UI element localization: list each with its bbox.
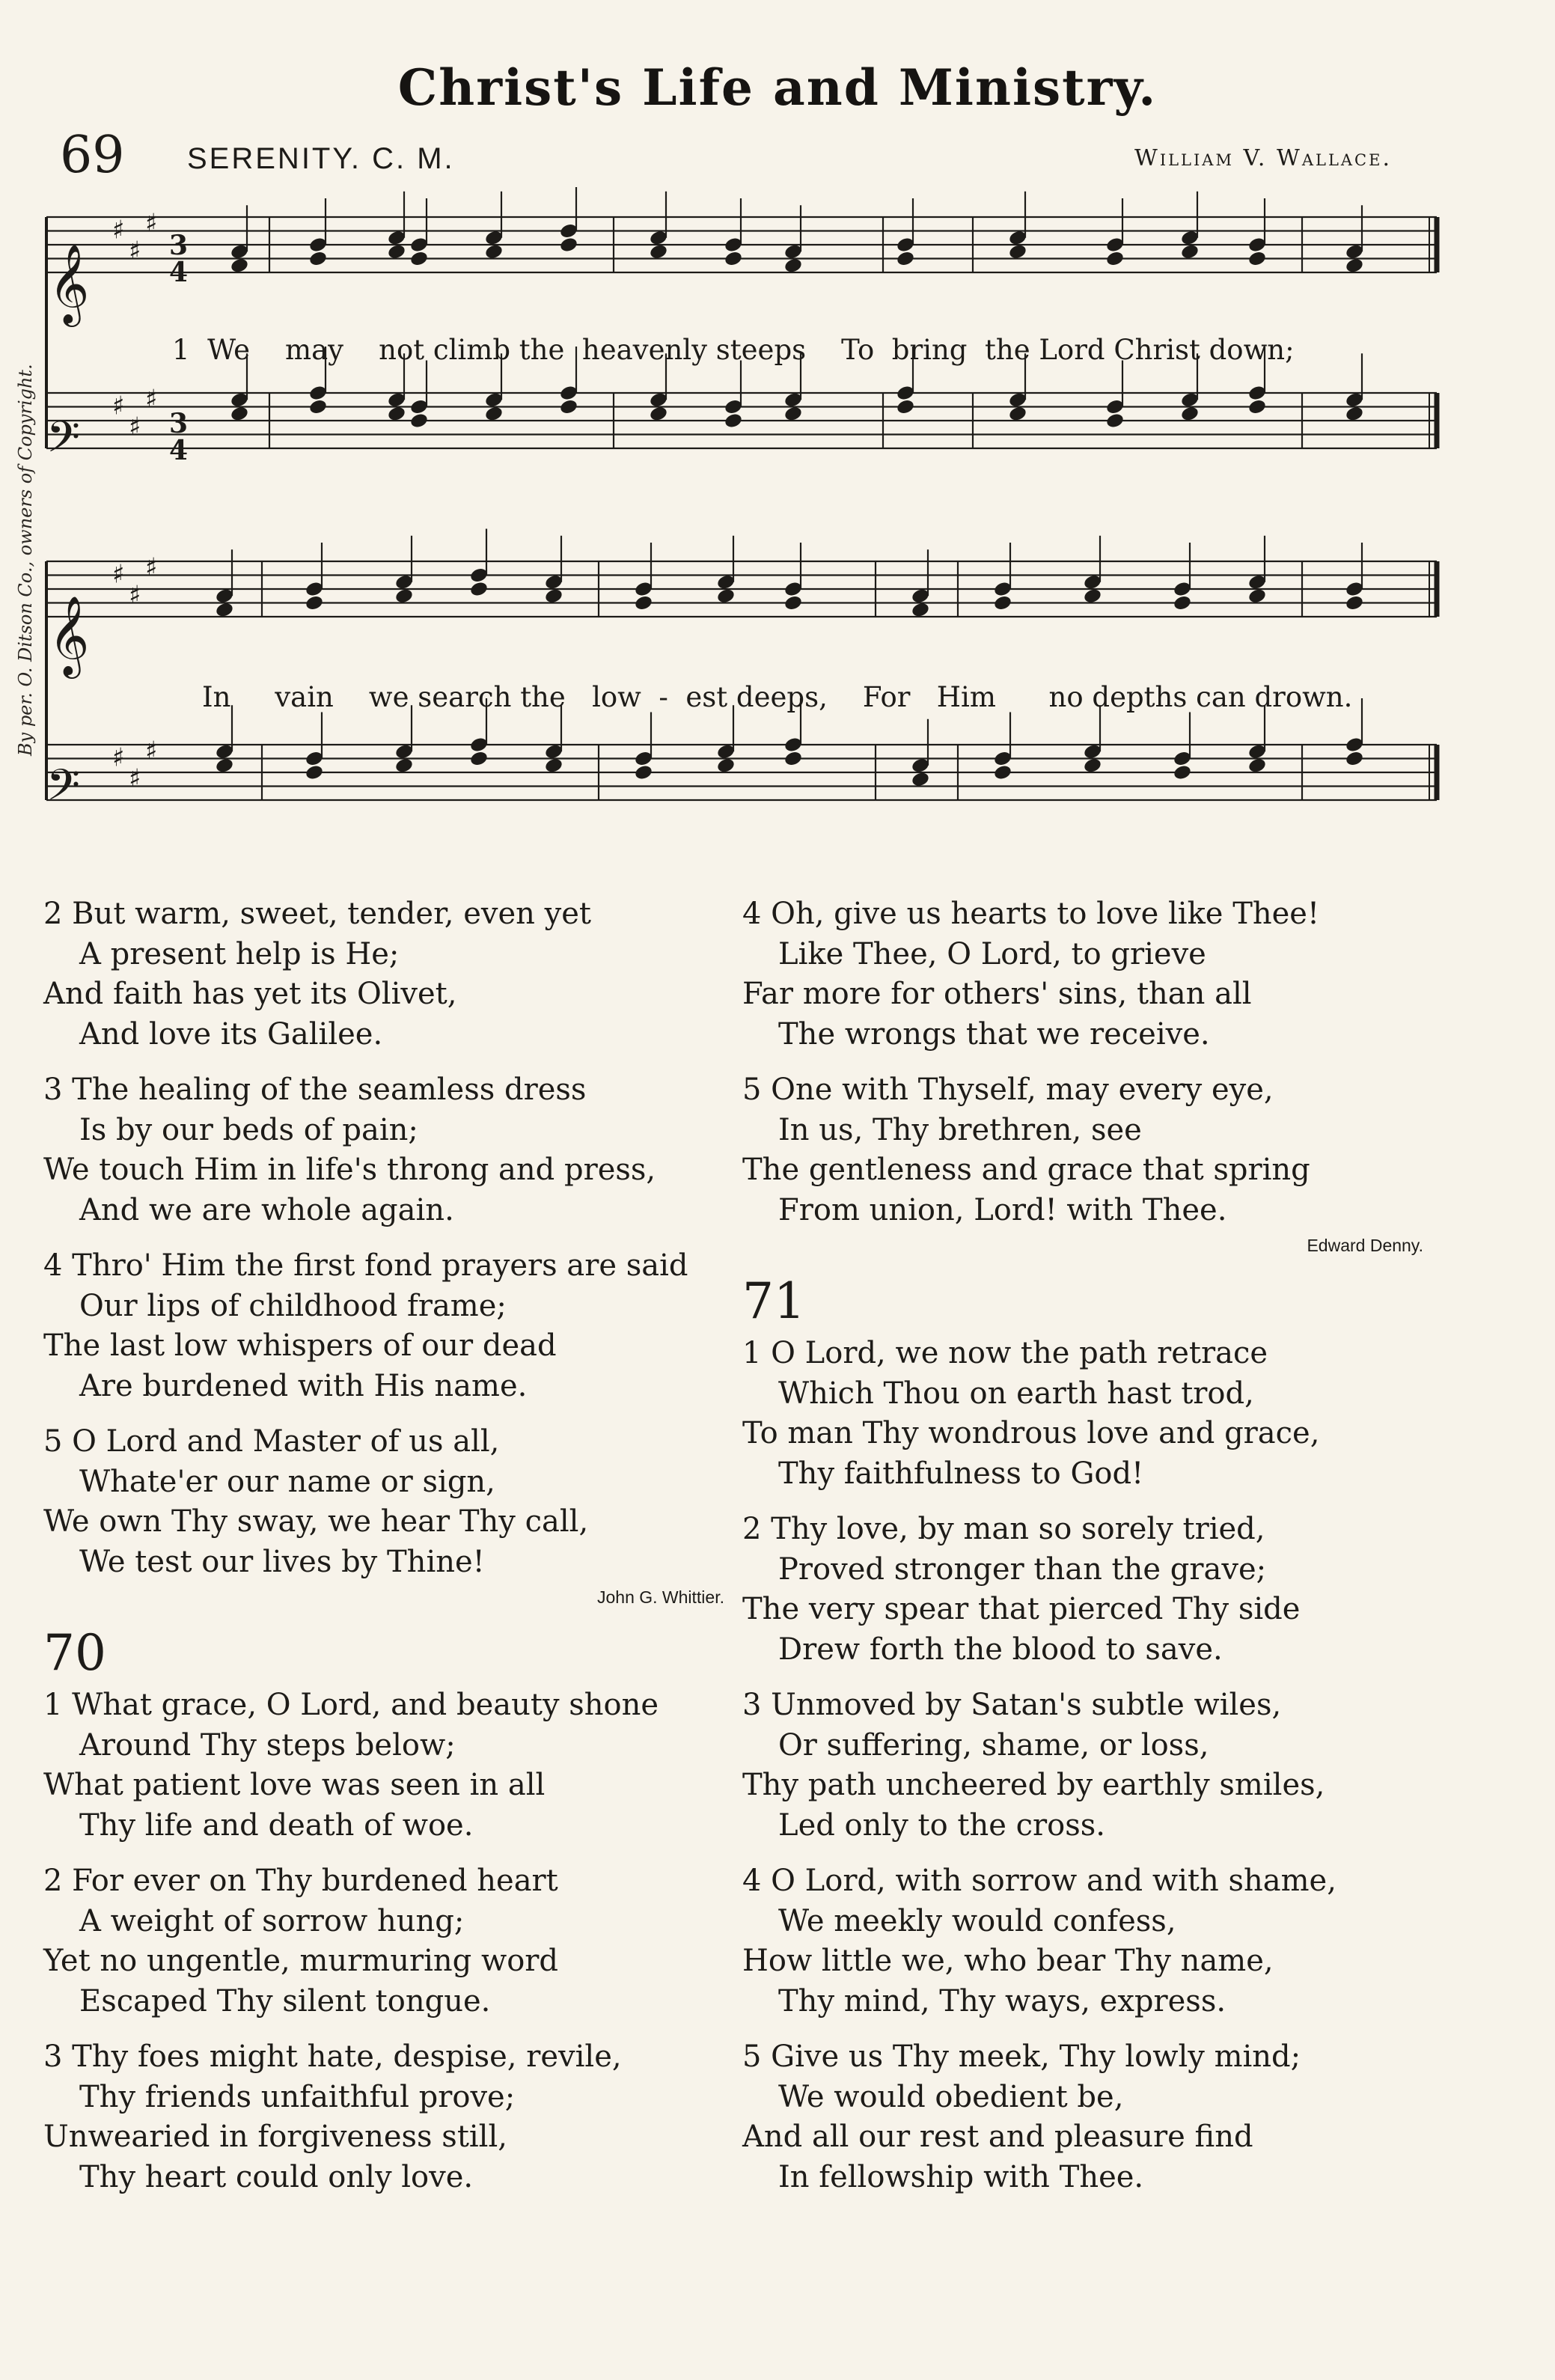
verse-line: 4 O Lord, with sorrow and with shame, [742, 1864, 1336, 1898]
note-head [394, 757, 414, 774]
note-head [896, 398, 915, 415]
note-head [305, 763, 324, 781]
verse-line: A present help is He; [79, 936, 400, 971]
verse-line: Thy mind, Thy ways, express. [778, 1983, 1226, 2019]
verse-line: 3 The healing of the seamless dress [43, 1072, 587, 1107]
note-head [409, 250, 429, 267]
note-head [1247, 250, 1267, 267]
note-head [896, 250, 915, 267]
verse [742, 1070, 1446, 1230]
hymn-number: 69 [60, 126, 125, 185]
verse-line: What patient love was seen in all [43, 1768, 546, 1802]
bass-clef: 𝄢 [46, 760, 81, 821]
note-head [387, 243, 406, 260]
verse-line: 5 Give us Thy meek, Thy lowly mind; [742, 2039, 1301, 2074]
sharp-sign: ♯ [112, 391, 125, 421]
verse-line: Which Thou on earth hast trod, [778, 1376, 1254, 1411]
verse-line: 1 What grace, O Lord, and beauty shone [43, 1688, 659, 1722]
sharp-sign: ♯ [129, 763, 141, 794]
verse [43, 1685, 747, 1846]
verse-line: Thy heart could only love. [79, 2159, 474, 2194]
author-credit: Edward Denny. [1307, 1236, 1423, 1255]
verse-line: 4 Oh, give us hearts to love like Thee! [742, 897, 1320, 931]
verse-line: We meekly would confess, [778, 1903, 1176, 1938]
verse-line: Escaped Thy silent tongue. [79, 1983, 491, 2019]
verse-line: How little we, who bear Thy name, [742, 1944, 1274, 1978]
verse-line: And faith has yet its Olivet, [43, 977, 457, 1011]
verse-line: We touch Him in life's throng and press, [43, 1153, 656, 1187]
verse-line: 5 One with Thyself, may every eye, [742, 1072, 1274, 1107]
note-head [394, 588, 414, 605]
note-head [716, 757, 736, 774]
note-head [544, 588, 563, 605]
sharp-sign: ♯ [145, 736, 158, 766]
verse-line: 1 O Lord, we now the path retrace [742, 1336, 1268, 1370]
verse-line: Thy life and death of woe. [79, 1807, 474, 1843]
verse [742, 1510, 1446, 1670]
hymn-number: 70 [43, 1624, 106, 1682]
note-head [1345, 594, 1364, 611]
note-head [409, 412, 429, 429]
verse-line: Our lips of childhood frame; [79, 1288, 507, 1323]
verse-line: We would obedient be, [778, 2079, 1124, 2114]
note-head [469, 750, 489, 767]
verse [43, 1422, 747, 1582]
note-head [724, 250, 743, 267]
note-head [1247, 398, 1267, 415]
author-credit: John G. Whittier. [596, 1587, 724, 1607]
note-head [783, 750, 803, 767]
verse [742, 894, 1446, 1055]
verse-line: In fellowship with Thee. [778, 2159, 1144, 2194]
note-head [1105, 412, 1125, 429]
note-head [308, 398, 328, 415]
verse-line: In us, Thy brethren, see [778, 1112, 1142, 1147]
note-head [993, 594, 1012, 611]
verse-line: Drew forth the blood to save. [778, 1632, 1223, 1667]
note-head [1083, 757, 1102, 774]
verse-line: And love its Galilee. [79, 1016, 383, 1052]
verse-line: Far more for others' sins, than all [742, 977, 1252, 1011]
verse-line: The very spear that pierced Thy side [742, 1592, 1301, 1626]
note-head [1105, 250, 1125, 267]
time-signature-bottom: 4 [169, 257, 189, 288]
note-head [1173, 763, 1192, 781]
treble-clef: 𝄞 [49, 243, 90, 323]
verse-line: The wrongs that we receive. [778, 1016, 1210, 1052]
note-head [1008, 405, 1027, 422]
note-head [1083, 588, 1102, 605]
note-head [634, 594, 653, 611]
verse-line: And all our rest and pleasure find [742, 2120, 1253, 2154]
verse-line: The last low whispers of our dead [43, 1328, 557, 1363]
hymn-number: 71 [742, 1272, 805, 1330]
verse-line: Proved stronger than the grave; [778, 1551, 1267, 1587]
note-head [783, 405, 803, 422]
verse-line: 2 Thy love, by man so sorely tried, [742, 1512, 1265, 1546]
verse-line: We test our lives by Thine! [79, 1544, 485, 1579]
verse-line: The gentleness and grace that spring [742, 1153, 1310, 1187]
time-signature-top: 3 [169, 230, 189, 261]
music-score [0, 187, 1555, 853]
note-head [308, 250, 328, 267]
note-head [484, 405, 504, 422]
verse-line: 3 Unmoved by Satan's subtle wiles, [742, 1688, 1282, 1722]
verse [43, 894, 747, 1055]
note-head [783, 257, 803, 274]
verse-line: Or suffering, shame, or loss, [778, 1727, 1209, 1763]
verse-line: Unwearied in forgiveness still, [43, 2120, 507, 2154]
note-head [1345, 405, 1364, 422]
sharp-sign: ♯ [112, 742, 125, 773]
verse-line: Is by our beds of pain; [79, 1112, 418, 1147]
verse-line: 2 For ever on Thy burdened heart [43, 1864, 558, 1898]
note-head [1247, 757, 1267, 774]
verse-line: Led only to the cross. [778, 1807, 1105, 1843]
verse-line: 5 O Lord and Master of us all, [43, 1424, 500, 1459]
note-head [305, 594, 324, 611]
verse-line: And we are whole again. [79, 1192, 454, 1227]
verse-line: Are burdened with His name. [79, 1368, 528, 1403]
sharp-sign: ♯ [145, 552, 158, 583]
note-head [387, 405, 406, 422]
note-head [1345, 257, 1364, 274]
left-text-column [43, 894, 747, 2213]
note-head [1173, 594, 1192, 611]
verse [742, 1334, 1446, 1494]
verse [742, 1685, 1446, 1846]
sharp-sign: ♯ [112, 559, 125, 590]
verse [43, 1861, 747, 2022]
right-text-column [742, 894, 1446, 2213]
sharp-sign: ♯ [145, 208, 158, 239]
note-head [230, 257, 249, 274]
page-header: Christ's Life and Ministry. [397, 58, 1158, 117]
verse [742, 2037, 1446, 2197]
note-head [1180, 405, 1200, 422]
note-head [544, 757, 563, 774]
note-head [215, 601, 234, 618]
sharp-sign: ♯ [129, 412, 141, 442]
verse-line: Thy friends unfaithful prove; [79, 2079, 516, 2114]
note-head [1345, 750, 1364, 767]
verse [43, 2037, 747, 2197]
sharp-sign: ♯ [145, 384, 158, 415]
note-head [230, 405, 249, 422]
sharp-sign: ♯ [129, 236, 141, 266]
note-head [724, 412, 743, 429]
verse-line: Thy path uncheered by earthly smiles, [742, 1768, 1325, 1802]
verse-line: To man Thy wondrous love and grace, [742, 1416, 1320, 1450]
note-head [469, 580, 489, 597]
treble-clef: 𝄞 [49, 595, 90, 675]
time-signature-bottom: 4 [169, 435, 189, 466]
verse [43, 1246, 747, 1406]
note-head [559, 236, 578, 253]
tune-name: SERENITY. C. M. [187, 142, 455, 175]
verse-line: We own Thy sway, we hear Thy call, [43, 1504, 589, 1539]
note-head [649, 405, 668, 422]
time-signature-top: 3 [169, 408, 189, 439]
verse [43, 1070, 747, 1230]
bass-clef: 𝄢 [46, 412, 81, 473]
sharp-sign: ♯ [112, 215, 125, 245]
verse-line: From union, Lord! with Thee. [778, 1192, 1227, 1227]
lyrics-line: 1 We may not climb the heavenly steeps To bring the Lord Christ down; [172, 334, 1295, 366]
note-head [634, 763, 653, 781]
verse-line: 3 Thy foes might hate, despise, revile, [43, 2039, 622, 2074]
note-head [1247, 588, 1267, 605]
note-head [1180, 243, 1200, 260]
note-head [559, 398, 578, 415]
note-head [484, 243, 504, 260]
copyright-notice: By per. O. Ditson Co., owners of Copyright. [15, 364, 36, 756]
note-head [911, 771, 930, 788]
verse-line: Around Thy steps below; [79, 1727, 456, 1763]
verse-line: Thy faithfulness to God! [778, 1456, 1144, 1491]
verse [742, 1861, 1446, 2022]
verse-line: 4 Thro' Him the first fond prayers are said [43, 1248, 688, 1283]
verse-line: A weight of sorrow hung; [79, 1903, 465, 1938]
composer-credit: William V. Wallace. [1134, 145, 1392, 171]
note-head [215, 757, 234, 774]
hymn-69-heading [60, 126, 1392, 186]
verse-line: Whate'er our name or sign, [79, 1464, 495, 1499]
note-head [716, 588, 736, 605]
note-head [783, 594, 803, 611]
note-head [911, 601, 930, 618]
note-head [993, 763, 1012, 781]
verse-line: 2 But warm, sweet, tender, even yet [43, 897, 591, 931]
sharp-sign: ♯ [129, 580, 141, 611]
verse-line: Like Thee, O Lord, to grieve [778, 936, 1206, 971]
note-head [649, 243, 668, 260]
note-head [1008, 243, 1027, 260]
lyrics-line: In vain we search the low - est deeps, For Him no depths can drown. [202, 681, 1353, 713]
verse-line: Yet no ungentle, murmuring word [43, 1944, 559, 1978]
